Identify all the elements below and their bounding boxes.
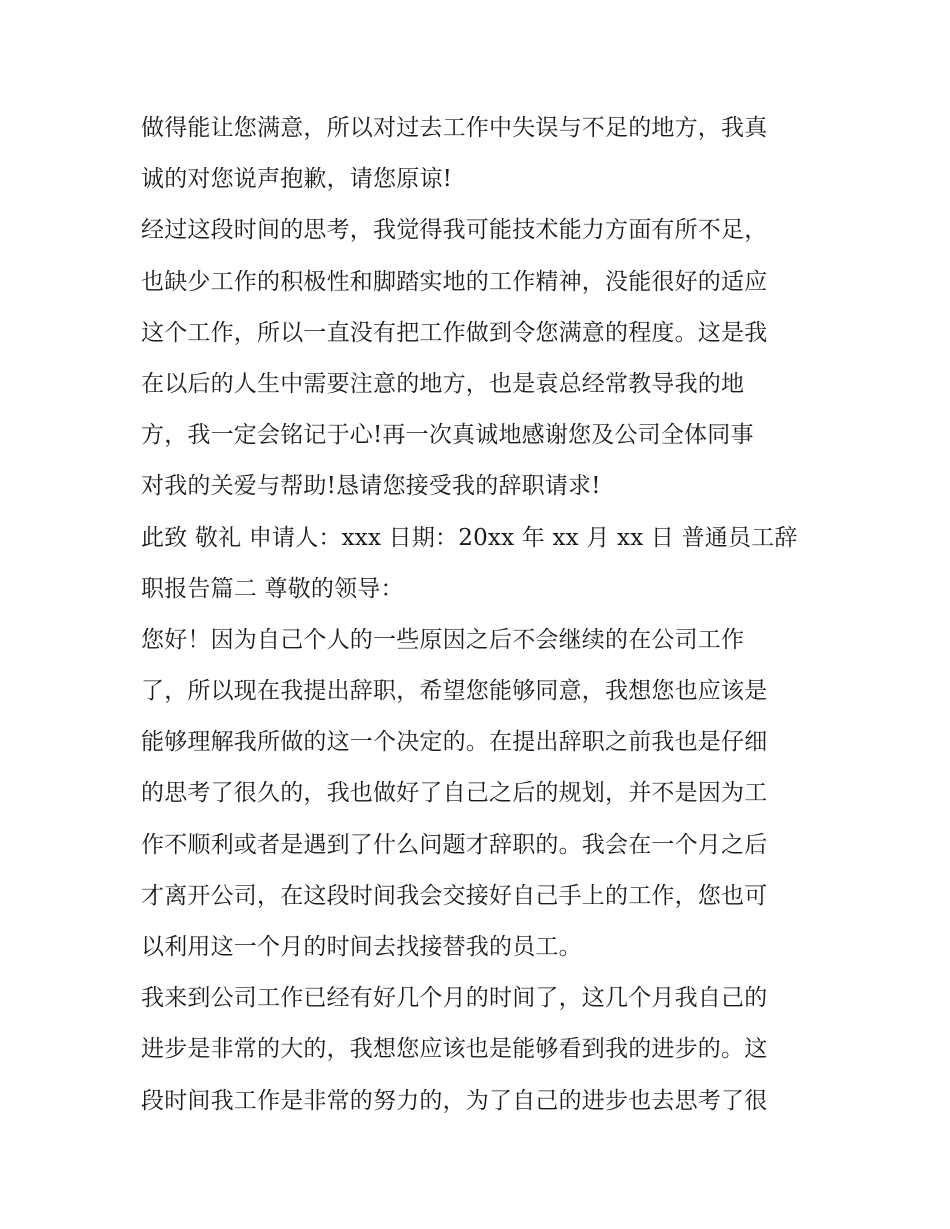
text-line: 诚的对您说声抱歉，请您原谅! <box>141 166 453 193</box>
text-line: 对我的关爱与帮助!恳请您接受我的辞职请求! <box>141 473 601 500</box>
text-line: 职报告篇二 尊敬的领导： <box>141 575 404 602</box>
text-line: 段时间我工作是非常的努力的，为了自己的进步也去思考了很 <box>141 1087 768 1114</box>
text-line: 此致 敬礼 申请人：xxx 日期：20xx 年 xx 月 xx 日 普通员工辞 <box>141 524 798 551</box>
text-line: 这个工作，所以一直没有把工作做到令您满意的程度。这是我 <box>141 319 768 346</box>
text-line: 也缺少工作的积极性和脚踏实地的工作精神，没能很好的适应 <box>141 268 768 295</box>
text-line: 作不顺利或者是遇到了什么问题才辞职的。我会在一个月之后 <box>141 831 768 858</box>
text-line: 经过这段时间的思考，我觉得我可能技术能力方面有所不足， <box>141 217 768 244</box>
text-line: 进步是非常的大的，我想您应该也是能够看到我的进步的。这 <box>141 1036 768 1063</box>
text-line: 我来到公司工作已经有好几个月的时间了，这几个月我自己的 <box>141 985 768 1012</box>
text-line: 方，我一定会铭记于心!再一次真诚地感谢您及公司全体同事 <box>141 422 754 449</box>
text-line: 做得能让您满意，所以对过去工作中失误与不足的地方，我真 <box>141 115 768 141</box>
text-line: 才离开公司，在这段时间我会交接好自己手上的工作，您也可 <box>141 882 768 909</box>
document-body <box>141 103 811 1127</box>
text-line: 能够理解我所做的这一个决定的。在提出辞职之前我也是仔细 <box>141 729 768 756</box>
text-line: 您好！因为自己个人的一些原因之后不会继续的在公司工作 <box>141 626 745 653</box>
text-line: 的思考了很久的，我也做好了自己之后的规划，并不是因为工 <box>141 780 768 807</box>
text-line: 在以后的人生中需要注意的地方，也是袁总经常教导我的地 <box>141 370 745 397</box>
text-line: 了，所以现在我提出辞职，希望您能够同意，我想您也应该是 <box>141 678 768 705</box>
text-line: 以利用这一个月的时间去找接替我的员工。 <box>141 934 582 960</box>
